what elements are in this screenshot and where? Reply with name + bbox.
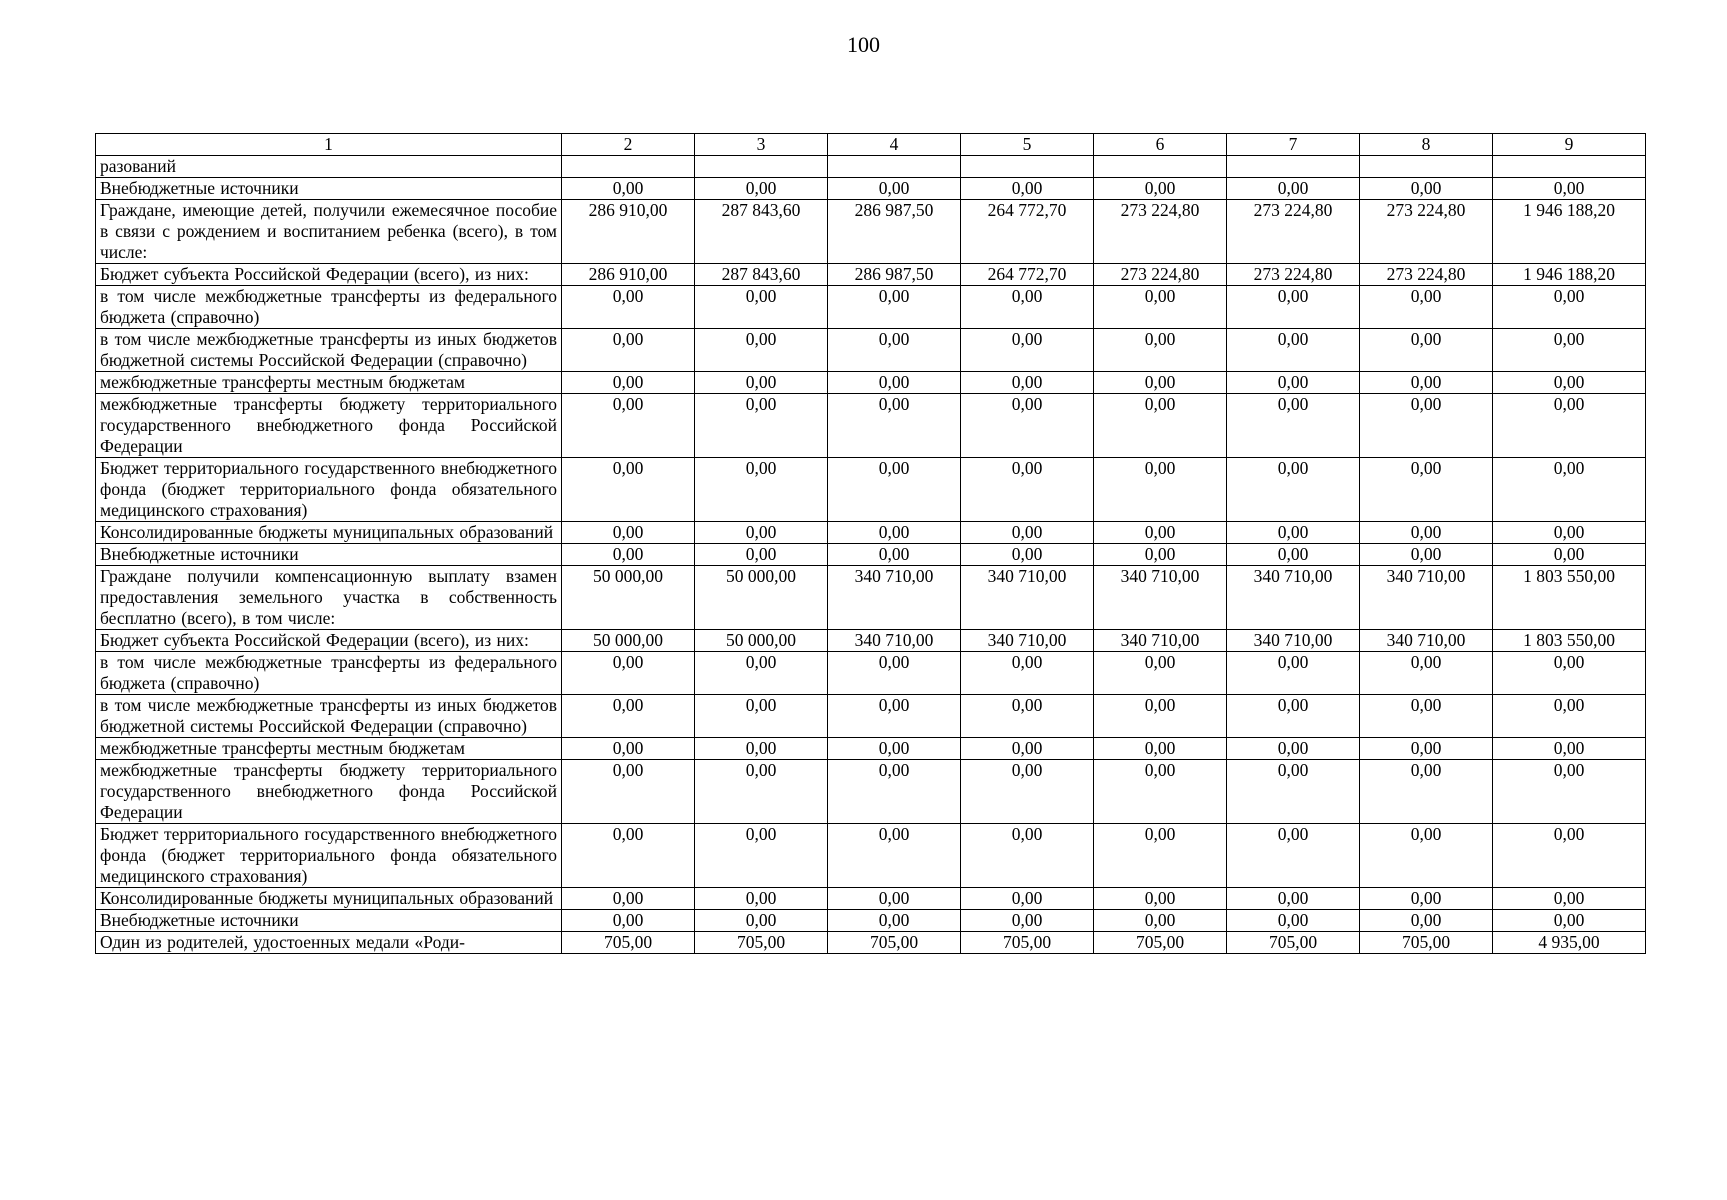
value-cell-col-2: 0,00 bbox=[562, 394, 695, 458]
value-cell-col-7: 340 710,00 bbox=[1227, 630, 1360, 652]
value-cell-col-9 bbox=[1493, 156, 1646, 178]
value-cell-col-3: 0,00 bbox=[695, 760, 828, 824]
value-cell-col-9: 0,00 bbox=[1493, 522, 1646, 544]
value-cell-col-3: 0,00 bbox=[695, 824, 828, 888]
table-row bbox=[96, 544, 1646, 566]
row-label: в том числе межбюджетные трансферты из иных бюджетов бюджетной системы Российской Федерации (справочно) bbox=[96, 695, 562, 738]
value-cell-col-7: 705,00 bbox=[1227, 932, 1360, 954]
table-row bbox=[96, 458, 1646, 522]
value-cell-col-5: 0,00 bbox=[961, 544, 1094, 566]
value-cell-col-9: 0,00 bbox=[1493, 824, 1646, 888]
value-cell-col-8: 340 710,00 bbox=[1360, 630, 1493, 652]
value-cell-col-5: 0,00 bbox=[961, 695, 1094, 738]
row-label: Граждане получили компенсационную выплату взамен предоставления земельного участка в собственность бесплатно (всего), в том числе: bbox=[96, 566, 562, 630]
value-cell-col-2: 0,00 bbox=[562, 738, 695, 760]
value-cell-col-6: 0,00 bbox=[1094, 178, 1227, 200]
row-label: Внебюджетные источники bbox=[96, 178, 562, 200]
value-cell-col-2: 0,00 bbox=[562, 652, 695, 695]
column-header-5: 5 bbox=[961, 134, 1094, 156]
value-cell-col-8: 0,00 bbox=[1360, 910, 1493, 932]
value-cell-col-5: 0,00 bbox=[961, 652, 1094, 695]
value-cell-col-6: 0,00 bbox=[1094, 329, 1227, 372]
value-cell-col-6: 340 710,00 bbox=[1094, 630, 1227, 652]
value-cell-col-3: 0,00 bbox=[695, 394, 828, 458]
table-row bbox=[96, 760, 1646, 824]
value-cell-col-4: 0,00 bbox=[828, 522, 961, 544]
value-cell-col-3: 0,00 bbox=[695, 888, 828, 910]
value-cell-col-9: 1 803 550,00 bbox=[1493, 630, 1646, 652]
value-cell-col-4: 286 987,50 bbox=[828, 264, 961, 286]
value-cell-col-8: 0,00 bbox=[1360, 178, 1493, 200]
value-cell-col-7: 0,00 bbox=[1227, 522, 1360, 544]
row-label: межбюджетные трансферты местным бюджетам bbox=[96, 738, 562, 760]
value-cell-col-2: 0,00 bbox=[562, 695, 695, 738]
row-label: в том числе межбюджетные трансферты из федерального бюджета (справочно) bbox=[96, 286, 562, 329]
row-label: Бюджет территориального государственного внебюджетного фонда (бюджет территориального фонда обязательного медицинского страхования) bbox=[96, 458, 562, 522]
value-cell-col-3: 50 000,00 bbox=[695, 566, 828, 630]
table-row bbox=[96, 522, 1646, 544]
value-cell-col-8: 0,00 bbox=[1360, 544, 1493, 566]
value-cell-col-4: 0,00 bbox=[828, 824, 961, 888]
value-cell-col-4: 340 710,00 bbox=[828, 566, 961, 630]
value-cell-col-7: 0,00 bbox=[1227, 329, 1360, 372]
value-cell-col-6 bbox=[1094, 156, 1227, 178]
table-row bbox=[96, 372, 1646, 394]
column-header-3: 3 bbox=[695, 134, 828, 156]
value-cell-col-5: 0,00 bbox=[961, 910, 1094, 932]
value-cell-col-9: 0,00 bbox=[1493, 329, 1646, 372]
value-cell-col-7: 0,00 bbox=[1227, 178, 1360, 200]
table-row bbox=[96, 394, 1646, 458]
value-cell-col-6: 273 224,80 bbox=[1094, 264, 1227, 286]
value-cell-col-5: 705,00 bbox=[961, 932, 1094, 954]
row-label: Один из родителей, удостоенных медали «Роди- bbox=[96, 932, 562, 954]
value-cell-col-8: 0,00 bbox=[1360, 888, 1493, 910]
value-cell-col-4: 0,00 bbox=[828, 760, 961, 824]
value-cell-col-5: 0,00 bbox=[961, 372, 1094, 394]
row-label: Граждане, имеющие детей, получили ежемесячное пособие в связи с рождением и воспитанием ребенка (всего), в том числе: bbox=[96, 200, 562, 264]
value-cell-col-3: 287 843,60 bbox=[695, 264, 828, 286]
value-cell-col-9: 0,00 bbox=[1493, 652, 1646, 695]
value-cell-col-6: 0,00 bbox=[1094, 824, 1227, 888]
value-cell-col-3: 0,00 bbox=[695, 652, 828, 695]
value-cell-col-2: 0,00 bbox=[562, 522, 695, 544]
row-label: Консолидированные бюджеты муниципальных образований bbox=[96, 522, 562, 544]
value-cell-col-7: 273 224,80 bbox=[1227, 264, 1360, 286]
row-label: Внебюджетные источники bbox=[96, 544, 562, 566]
value-cell-col-2: 50 000,00 bbox=[562, 630, 695, 652]
row-label: в том числе межбюджетные трансферты из федерального бюджета (справочно) bbox=[96, 652, 562, 695]
table-row bbox=[96, 738, 1646, 760]
value-cell-col-3: 705,00 bbox=[695, 932, 828, 954]
value-cell-col-6: 0,00 bbox=[1094, 544, 1227, 566]
value-cell-col-7: 0,00 bbox=[1227, 394, 1360, 458]
value-cell-col-8: 0,00 bbox=[1360, 522, 1493, 544]
row-label: межбюджетные трансферты местным бюджетам bbox=[96, 372, 562, 394]
value-cell-col-7: 0,00 bbox=[1227, 286, 1360, 329]
value-cell-col-2: 0,00 bbox=[562, 286, 695, 329]
value-cell-col-2: 0,00 bbox=[562, 760, 695, 824]
value-cell-col-5: 0,00 bbox=[961, 329, 1094, 372]
value-cell-col-6: 0,00 bbox=[1094, 738, 1227, 760]
value-cell-col-9: 1 946 188,20 bbox=[1493, 200, 1646, 264]
value-cell-col-7: 0,00 bbox=[1227, 695, 1360, 738]
value-cell-col-3: 0,00 bbox=[695, 329, 828, 372]
value-cell-col-8: 0,00 bbox=[1360, 738, 1493, 760]
value-cell-col-5: 0,00 bbox=[961, 458, 1094, 522]
value-cell-col-7: 0,00 bbox=[1227, 372, 1360, 394]
value-cell-col-5: 0,00 bbox=[961, 522, 1094, 544]
value-cell-col-3: 0,00 bbox=[695, 738, 828, 760]
value-cell-col-8: 0,00 bbox=[1360, 695, 1493, 738]
value-cell-col-7 bbox=[1227, 156, 1360, 178]
value-cell-col-3: 50 000,00 bbox=[695, 630, 828, 652]
value-cell-col-3: 0,00 bbox=[695, 910, 828, 932]
column-header-9: 9 bbox=[1493, 134, 1646, 156]
value-cell-col-3: 0,00 bbox=[695, 372, 828, 394]
value-cell-col-5: 264 772,70 bbox=[961, 200, 1094, 264]
row-label: Консолидированные бюджеты муниципальных образований bbox=[96, 888, 562, 910]
table-row bbox=[96, 178, 1646, 200]
value-cell-col-4: 0,00 bbox=[828, 738, 961, 760]
value-cell-col-3: 287 843,60 bbox=[695, 200, 828, 264]
value-cell-col-5: 340 710,00 bbox=[961, 630, 1094, 652]
value-cell-col-7: 0,00 bbox=[1227, 824, 1360, 888]
value-cell-col-2: 286 910,00 bbox=[562, 200, 695, 264]
value-cell-col-8: 273 224,80 bbox=[1360, 200, 1493, 264]
value-cell-col-6: 0,00 bbox=[1094, 372, 1227, 394]
value-cell-col-6: 273 224,80 bbox=[1094, 200, 1227, 264]
value-cell-col-2: 0,00 bbox=[562, 178, 695, 200]
value-cell-col-3: 0,00 bbox=[695, 522, 828, 544]
value-cell-col-7: 0,00 bbox=[1227, 738, 1360, 760]
value-cell-col-8: 0,00 bbox=[1360, 329, 1493, 372]
table-row bbox=[96, 630, 1646, 652]
value-cell-col-7: 273 224,80 bbox=[1227, 200, 1360, 264]
value-cell-col-4 bbox=[828, 156, 961, 178]
column-header-8: 8 bbox=[1360, 134, 1493, 156]
value-cell-col-3: 0,00 bbox=[695, 458, 828, 522]
value-cell-col-9: 0,00 bbox=[1493, 372, 1646, 394]
value-cell-col-9: 0,00 bbox=[1493, 178, 1646, 200]
value-cell-col-8: 705,00 bbox=[1360, 932, 1493, 954]
value-cell-col-6: 0,00 bbox=[1094, 286, 1227, 329]
table-row bbox=[96, 329, 1646, 372]
table-row bbox=[96, 695, 1646, 738]
value-cell-col-4: 340 710,00 bbox=[828, 630, 961, 652]
value-cell-col-2: 0,00 bbox=[562, 910, 695, 932]
table-row bbox=[96, 286, 1646, 329]
value-cell-col-5: 0,00 bbox=[961, 824, 1094, 888]
value-cell-col-9: 1 803 550,00 bbox=[1493, 566, 1646, 630]
value-cell-col-5: 0,00 bbox=[961, 178, 1094, 200]
value-cell-col-4: 286 987,50 bbox=[828, 200, 961, 264]
value-cell-col-9: 0,00 bbox=[1493, 888, 1646, 910]
value-cell-col-7: 0,00 bbox=[1227, 888, 1360, 910]
value-cell-col-4: 0,00 bbox=[828, 178, 961, 200]
table-row bbox=[96, 566, 1646, 630]
value-cell-col-5 bbox=[961, 156, 1094, 178]
table-row bbox=[96, 264, 1646, 286]
budget-table bbox=[95, 133, 1646, 954]
row-label: разований bbox=[96, 156, 562, 178]
value-cell-col-3: 0,00 bbox=[695, 695, 828, 738]
table-row bbox=[96, 824, 1646, 888]
table-body bbox=[96, 156, 1646, 954]
value-cell-col-5: 0,00 bbox=[961, 760, 1094, 824]
value-cell-col-2: 0,00 bbox=[562, 544, 695, 566]
value-cell-col-7: 0,00 bbox=[1227, 544, 1360, 566]
value-cell-col-8: 0,00 bbox=[1360, 372, 1493, 394]
column-header-1: 1 bbox=[96, 134, 562, 156]
table-row bbox=[96, 652, 1646, 695]
value-cell-col-9: 0,00 bbox=[1493, 544, 1646, 566]
value-cell-col-6: 0,00 bbox=[1094, 760, 1227, 824]
value-cell-col-4: 705,00 bbox=[828, 932, 961, 954]
value-cell-col-2: 0,00 bbox=[562, 888, 695, 910]
value-cell-col-2: 0,00 bbox=[562, 372, 695, 394]
value-cell-col-8: 0,00 bbox=[1360, 824, 1493, 888]
value-cell-col-8: 340 710,00 bbox=[1360, 566, 1493, 630]
value-cell-col-6: 0,00 bbox=[1094, 394, 1227, 458]
value-cell-col-6: 705,00 bbox=[1094, 932, 1227, 954]
value-cell-col-9: 0,00 bbox=[1493, 458, 1646, 522]
value-cell-col-4: 0,00 bbox=[828, 544, 961, 566]
row-label: Внебюджетные источники bbox=[96, 910, 562, 932]
value-cell-col-9: 0,00 bbox=[1493, 286, 1646, 329]
row-label: Бюджет субъекта Российской Федерации (всего), из них: bbox=[96, 630, 562, 652]
value-cell-col-4: 0,00 bbox=[828, 695, 961, 738]
value-cell-col-7: 0,00 bbox=[1227, 910, 1360, 932]
value-cell-col-9: 0,00 bbox=[1493, 760, 1646, 824]
value-cell-col-2: 0,00 bbox=[562, 329, 695, 372]
column-header-2: 2 bbox=[562, 134, 695, 156]
table-row bbox=[96, 156, 1646, 178]
value-cell-col-4: 0,00 bbox=[828, 394, 961, 458]
value-cell-col-9: 4 935,00 bbox=[1493, 932, 1646, 954]
value-cell-col-6: 0,00 bbox=[1094, 910, 1227, 932]
table-row bbox=[96, 910, 1646, 932]
value-cell-col-3: 0,00 bbox=[695, 286, 828, 329]
value-cell-col-3: 0,00 bbox=[695, 544, 828, 566]
value-cell-col-5: 264 772,70 bbox=[961, 264, 1094, 286]
value-cell-col-8: 273 224,80 bbox=[1360, 264, 1493, 286]
value-cell-col-4: 0,00 bbox=[828, 329, 961, 372]
value-cell-col-5: 0,00 bbox=[961, 888, 1094, 910]
value-cell-col-2: 0,00 bbox=[562, 458, 695, 522]
value-cell-col-7: 0,00 bbox=[1227, 458, 1360, 522]
value-cell-col-3: 0,00 bbox=[695, 178, 828, 200]
value-cell-col-5: 0,00 bbox=[961, 738, 1094, 760]
value-cell-col-8: 0,00 bbox=[1360, 286, 1493, 329]
value-cell-col-7: 0,00 bbox=[1227, 652, 1360, 695]
value-cell-col-8 bbox=[1360, 156, 1493, 178]
value-cell-col-4: 0,00 bbox=[828, 652, 961, 695]
value-cell-col-4: 0,00 bbox=[828, 372, 961, 394]
row-label: межбюджетные трансферты бюджету территориального государственного внебюджетного фонда Российской Федерации bbox=[96, 394, 562, 458]
value-cell-col-2: 286 910,00 bbox=[562, 264, 695, 286]
value-cell-col-9: 0,00 bbox=[1493, 695, 1646, 738]
value-cell-col-7: 340 710,00 bbox=[1227, 566, 1360, 630]
value-cell-col-6: 340 710,00 bbox=[1094, 566, 1227, 630]
value-cell-col-6: 0,00 bbox=[1094, 458, 1227, 522]
row-label: Бюджет территориального государственного внебюджетного фонда (бюджет территориального фонда обязательного медицинского страхования) bbox=[96, 824, 562, 888]
value-cell-col-8: 0,00 bbox=[1360, 394, 1493, 458]
column-header-4: 4 bbox=[828, 134, 961, 156]
table-row bbox=[96, 932, 1646, 954]
column-header-6: 6 bbox=[1094, 134, 1227, 156]
value-cell-col-8: 0,00 bbox=[1360, 652, 1493, 695]
value-cell-col-5: 0,00 bbox=[961, 394, 1094, 458]
value-cell-col-4: 0,00 bbox=[828, 888, 961, 910]
value-cell-col-7: 0,00 bbox=[1227, 760, 1360, 824]
row-label: в том числе межбюджетные трансферты из иных бюджетов бюджетной системы Российской Федерации (справочно) bbox=[96, 329, 562, 372]
value-cell-col-6: 0,00 bbox=[1094, 522, 1227, 544]
page-number: 100 bbox=[847, 32, 880, 57]
value-cell-col-9: 0,00 bbox=[1493, 394, 1646, 458]
value-cell-col-2 bbox=[562, 156, 695, 178]
value-cell-col-2: 705,00 bbox=[562, 932, 695, 954]
value-cell-col-8: 0,00 bbox=[1360, 760, 1493, 824]
value-cell-col-2: 50 000,00 bbox=[562, 566, 695, 630]
value-cell-col-8: 0,00 bbox=[1360, 458, 1493, 522]
value-cell-col-4: 0,00 bbox=[828, 458, 961, 522]
value-cell-col-6: 0,00 bbox=[1094, 695, 1227, 738]
table-row bbox=[96, 200, 1646, 264]
value-cell-col-4: 0,00 bbox=[828, 286, 961, 329]
value-cell-col-9: 0,00 bbox=[1493, 738, 1646, 760]
value-cell-col-6: 0,00 bbox=[1094, 888, 1227, 910]
value-cell-col-5: 0,00 bbox=[961, 286, 1094, 329]
row-label: Бюджет субъекта Российской Федерации (всего), из них: bbox=[96, 264, 562, 286]
value-cell-col-3 bbox=[695, 156, 828, 178]
value-cell-col-2: 0,00 bbox=[562, 824, 695, 888]
column-header-7: 7 bbox=[1227, 134, 1360, 156]
table-header-row bbox=[96, 134, 1646, 156]
value-cell-col-6: 0,00 bbox=[1094, 652, 1227, 695]
value-cell-col-4: 0,00 bbox=[828, 910, 961, 932]
row-label: межбюджетные трансферты бюджету территориального государственного внебюджетного фонда Российской Федерации bbox=[96, 760, 562, 824]
table-row bbox=[96, 888, 1646, 910]
value-cell-col-5: 340 710,00 bbox=[961, 566, 1094, 630]
value-cell-col-9: 1 946 188,20 bbox=[1493, 264, 1646, 286]
value-cell-col-9: 0,00 bbox=[1493, 910, 1646, 932]
